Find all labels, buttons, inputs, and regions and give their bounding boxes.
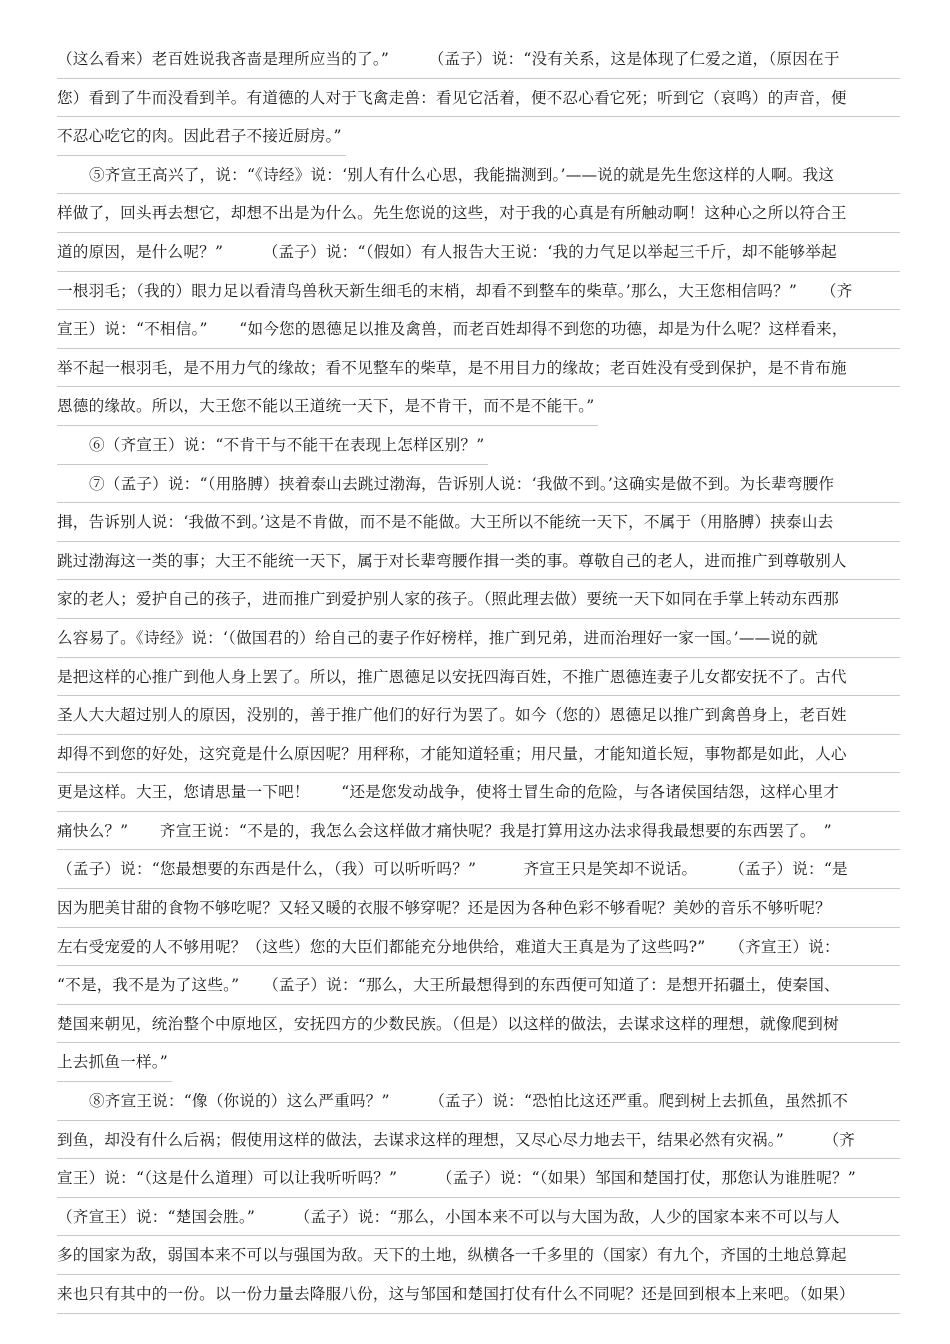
text-row xyxy=(57,387,900,426)
text-row xyxy=(57,658,900,697)
text-row xyxy=(57,349,900,388)
text-line: （这么看来）老百姓说我吝啬是理所应当的了。” （孟子）说：“没有关系，这是体现了仁爱之道，（原因在于 xyxy=(57,40,900,79)
text-row xyxy=(57,79,900,118)
text-line: 是把这样的心推广到他人身上罢了。所以，推广恩德足以安抚四海百姓，不推广恩德连妻子儿女都安抚不了。古代 xyxy=(57,658,900,697)
text-row xyxy=(57,928,900,967)
text-line: 揖，告诉别人说：‘我做不到。’这是不肯做，而不是不能做。大王所以不能统一天下，不属于（用胳膊）挟泰山去 xyxy=(57,503,900,542)
text-row xyxy=(57,503,900,542)
text-line: 却得不到您的好处，这究竟是什么原因呢？用秤称，才能知道轻重；用尺量，才能知道长短，事物都是如此，人心 xyxy=(57,735,900,774)
text-line: ⑧齐宣王说：“像（你说的）这么严重吗？” （孟子）说：“恐怕比这还严重。爬到树上去抓鱼，虽然抓不 xyxy=(57,1082,900,1121)
text-row xyxy=(57,194,900,233)
text-line: 来也只有其中的一份。以一份力量去降服八份，这与邹国和楚国打仗有什么不同呢？还是回到根本上来吧。（如果） xyxy=(57,1275,900,1314)
text-line: 一根羽毛；（我的）眼力足以看清鸟兽秋天新生细毛的末梢，却看不到整车的柴草。’那么，大王您相信吗？” （齐 xyxy=(57,272,900,311)
text-row xyxy=(57,889,900,928)
text-line: ⑦（孟子）说：“（用胳膊）挟着泰山去跳过渤海，告诉别人说：‘我做不到。’这确实是做不到。为长辈弯腰作 xyxy=(57,465,900,504)
text-line: （孟子）说：“您最想要的东西是什么，（我）可以听听吗？” 齐宣王只是笑却不说话。 （孟子）说：“是 xyxy=(57,850,900,889)
text-line: 到鱼，却没有什么后祸；假使用这样的做法，去谋求这样的理想，又尽心尽力地去干，结果必然有灾祸。” （齐 xyxy=(57,1121,900,1160)
text-row xyxy=(57,117,900,156)
text-line: 么容易了。《诗经》说：‘（做国君的）给自己的妻子作好榜样，推广到兄弟，进而治理好一家一国。’——说的就 xyxy=(57,619,900,658)
text-row xyxy=(57,1043,900,1082)
text-line: 痛快么？” 齐宣王说：“不是的，我怎么会这样做才痛快呢？我是打算用这办法求得我最想要的东西罢了。 ” xyxy=(57,812,900,851)
text-row xyxy=(57,812,900,851)
text-row xyxy=(57,696,900,735)
text-row xyxy=(57,773,900,812)
text-line: 样做了，回头再去想它，却想不出是为什么。先生您说的这些，对于我的心真是有所触动啊！这种心之所以符合王 xyxy=(57,194,900,233)
text-line: 多的国家为敌，弱国本来不可以与强国为敌。天下的土地，纵横各一千多里的（国家）有九个，齐国的土地总算起 xyxy=(57,1236,900,1275)
text-line: 宣王）说：“不相信。” “如今您的恩德足以推及禽兽，而老百姓却得不到您的功德，却是为什么呢？这样看来， xyxy=(57,310,900,349)
text-row xyxy=(57,735,900,774)
text-row xyxy=(57,850,900,889)
text-line: 圣人大大超过别人的原因，没别的，善于推广他们的好行为罢了。如今（您的）恩德足以推广到禽兽身上，老百姓 xyxy=(57,696,900,735)
text-row xyxy=(57,1159,900,1198)
text-row xyxy=(57,966,900,1005)
text-line: ⑥（齐宣王）说：“不肯干与不能干在表现上怎样区别？” xyxy=(57,426,488,465)
text-line: 更是这样。大王，您请思量一下吧！ “还是您发动战争，使将士冒生命的危险，与各诸侯国结怨，这样心里才 xyxy=(57,773,900,812)
text-row xyxy=(57,156,900,195)
text-line: 您）看到了牛而没看到羊。有道德的人对于飞禽走兽：看见它活着，便不忍心看它死；听到它（哀鸣）的声音，便 xyxy=(57,79,900,118)
text-row xyxy=(57,426,900,465)
text-row xyxy=(57,1082,900,1121)
text-row xyxy=(57,1236,900,1275)
text-line: （齐宣王）说：“楚国会胜。” （孟子）说：“那么，小国本来不可以与大国为敌，人少的国家本来不可以与人 xyxy=(57,1198,900,1237)
text-line: 上去抓鱼一样。” xyxy=(57,1043,172,1082)
text-row xyxy=(57,233,900,272)
text-line: 道的原因，是什么呢？” （孟子）说：“（假如）有人报告大王说：‘我的力气足以举起三千斤，却不能够举起 xyxy=(57,233,900,272)
text-line: 宣王）说：“（这是什么道理）可以让我听听吗？” （孟子）说：“（如果）邹国和楚国打仗，那您认为谁胜呢？” xyxy=(57,1159,900,1198)
text-row xyxy=(57,1275,900,1314)
text-row xyxy=(57,580,900,619)
text-row xyxy=(57,1121,900,1160)
text-row xyxy=(57,1005,900,1044)
text-line: ⑤齐宣王高兴了，说：“《诗经》说：‘别人有什么心思，我能揣测到。’——说的就是先生您这样的人啊。我这 xyxy=(57,156,900,195)
text-line: 跳过渤海这一类的事；大王不能统一天下，属于对长辈弯腰作揖一类的事。尊敬自己的老人，进而推广到尊敬别人 xyxy=(57,542,900,581)
text-line: 恩德的缘故。所以，大王您不能以王道统一天下，是不肯干，而不是不能干。” xyxy=(57,387,598,426)
text-line: 因为肥美甘甜的食物不够吃呢？又轻又暖的衣服不够穿呢？还是因为各种色彩不够看呢？美妙的音乐不够听呢？ xyxy=(57,889,900,928)
text-line: “不是，我不是为了这些。” （孟子）说：“那么，大王所最想得到的东西便可知道了：是想开拓疆土，使秦国、 xyxy=(57,966,900,1005)
text-row xyxy=(57,272,900,311)
text-row xyxy=(57,465,900,504)
text-line: 楚国来朝见，统治整个中原地区，安抚四方的少数民族。（但是）以这样的做法，去谋求这样的理想，就像爬到树 xyxy=(57,1005,900,1044)
text-row xyxy=(57,310,900,349)
text-line: 左右受宠爱的人不够用呢？（这些）您的大臣们都能充分地供给，难道大王真是为了这些吗?” （齐宣王）说： xyxy=(57,928,900,967)
text-row xyxy=(57,1198,900,1237)
text-row xyxy=(57,619,900,658)
text-row xyxy=(57,542,900,581)
text-row xyxy=(57,40,900,79)
text-line: 举不起一根羽毛，是不用力气的缘故；看不见整车的柴草，是不用目力的缘故；老百姓没有受到保护，是不肯布施 xyxy=(57,349,900,388)
text-line: 家的老人；爱护自己的孩子，进而推广到爱护别人家的孩子。（照此理去做）要统一天下如同在手掌上转动东西那 xyxy=(57,580,900,619)
text-line: 不忍心吃它的肉。因此君子不接近厨房。” xyxy=(57,117,346,156)
